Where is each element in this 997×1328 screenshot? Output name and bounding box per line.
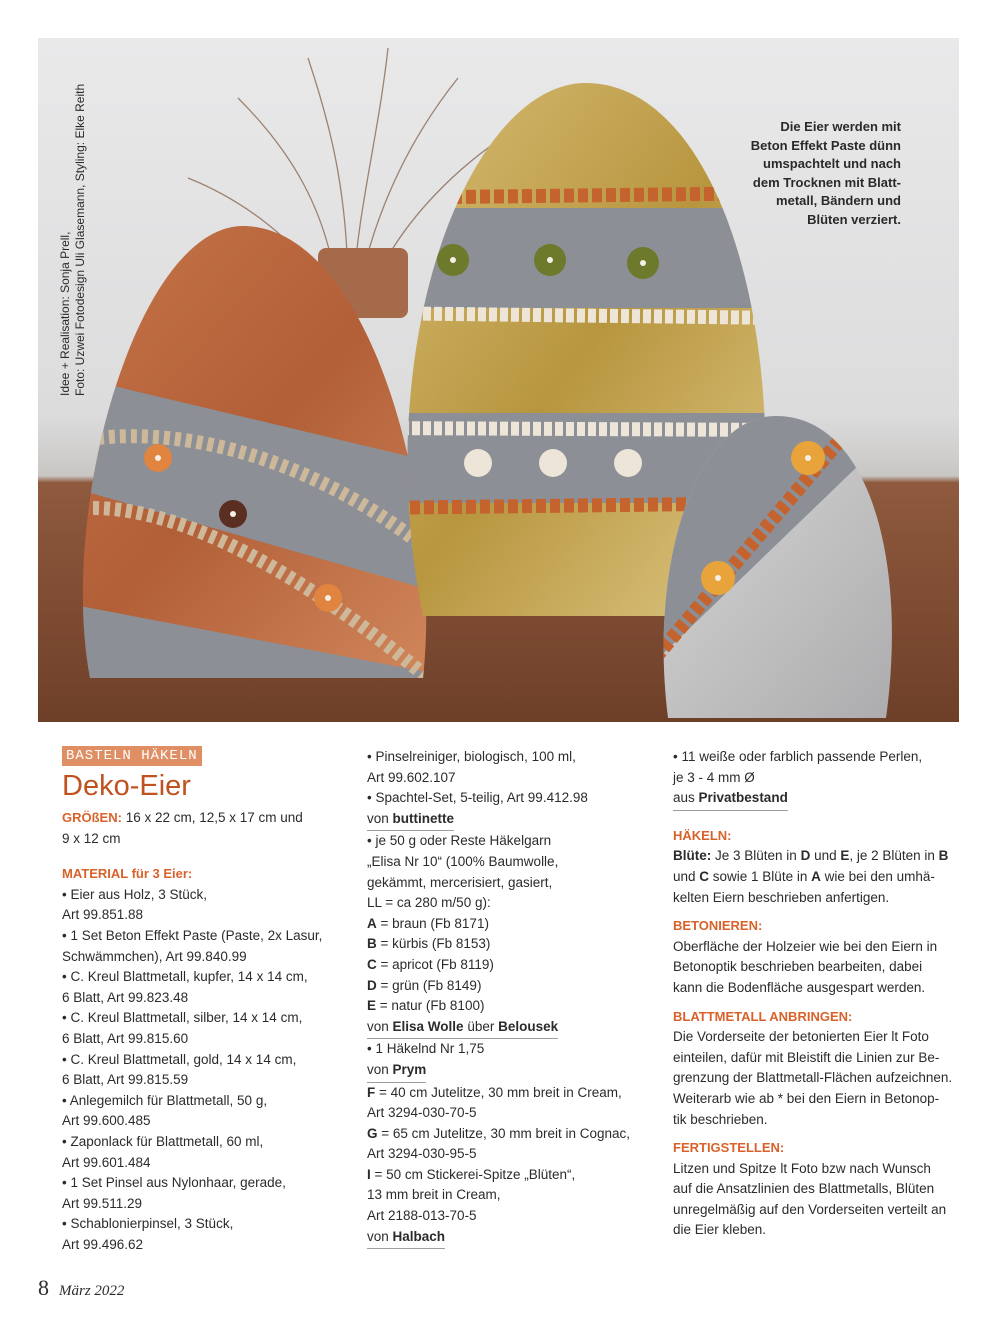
trim-text: Art 3294-030-70-5 [367, 1105, 477, 1121]
material-heading: MATERIAL für 3 Eier: [62, 866, 193, 882]
text-run: sowie 1 Blüte in [709, 868, 812, 884]
list-item: Art 99.496.62 [62, 1236, 144, 1252]
list-item: • Schablonierpinsel, 3 Stück, [62, 1216, 234, 1232]
bluete-line-3: kelten Eiern beschrieben anfertigen. [673, 889, 890, 905]
list-item: Art 99.601.484 [62, 1154, 151, 1170]
trim-letter: F [367, 1084, 376, 1100]
color-letter: B [367, 936, 377, 952]
caption-line: metall, Bändern und [776, 193, 901, 208]
color-letter: C [699, 868, 710, 884]
supplier-name: Halbach [392, 1228, 446, 1244]
column-2 [367, 747, 652, 1249]
paragraph-line: Weiterarb wie ab * bei den Eiern in Betonop- [673, 1090, 940, 1106]
page-title: Deko-Eier [62, 770, 191, 802]
color-letter: A [367, 915, 377, 931]
supplier-connector: über [463, 1018, 499, 1034]
bluete-line-2 [673, 867, 968, 888]
credit-line-1: Idee + Realisation: Sonja Prell, [58, 231, 72, 396]
bluete-line-1 [673, 846, 968, 867]
sizes-value: 16 x 22 cm, 12,5 x 17 cm und [121, 810, 303, 825]
list-item: 6 Blatt, Art 99.823.48 [62, 989, 189, 1005]
paragraph-line: grenzung der Blattmetall-Flächen aufzeichnen. [673, 1070, 953, 1086]
color-item [367, 976, 652, 997]
section-heading-betonieren: BETONIEREN: [673, 918, 763, 934]
caption-line: dem Trocknen mit Blatt- [752, 174, 901, 190]
color-letter: B [938, 848, 949, 864]
color-text: = apricot (Fb 8119) [376, 956, 494, 972]
list-item: • Zaponlack für Blattmetall, 60 ml, [62, 1133, 264, 1149]
list-item: Art 99.602.107 [367, 769, 456, 785]
list-item: Schwämmchen), Art 99.840.99 [62, 948, 247, 964]
paragraph-line: Betonoptik beschrieben bearbeiten, dabei [673, 959, 923, 975]
list-item: je 3 - 4 mm Ø [673, 769, 755, 785]
color-item [367, 914, 652, 935]
color-letter: C [367, 956, 377, 972]
color-letter: E [840, 848, 850, 864]
color-letter: D [367, 977, 377, 993]
text-run: , je 2 Blüten in [849, 848, 939, 864]
list-item: • 11 weiße oder farblich passende Perlen, [673, 749, 923, 764]
bluete-label: Blüte: [673, 848, 712, 864]
page-footer [38, 1275, 124, 1301]
text-run: und [810, 848, 841, 864]
text-run: und [673, 868, 700, 884]
list-item: 6 Blatt, Art 99.815.59 [62, 1072, 189, 1088]
color-text: = braun (Fb 8171) [376, 915, 489, 931]
color-text: = kürbis (Fb 8153) [376, 936, 491, 952]
list-item: • Pinselreiniger, biologisch, 100 ml, [367, 749, 576, 764]
page-number: 8 [38, 1275, 49, 1300]
list-item: „Elisa Nr 10“ (100% Baumwolle, [367, 853, 559, 869]
list-item: • je 50 g oder Reste Häkelgarn [367, 833, 552, 849]
supplier-prefix: von [367, 1228, 393, 1244]
paragraph-line: Litzen und Spitze lt Foto bzw nach Wunsch [673, 1160, 931, 1176]
trim-text: Art 2188-013-70-5 [367, 1208, 477, 1224]
section-heading-haekeln: HÄKELN: [673, 827, 732, 843]
trim-text: Art 3294-030-95-5 [367, 1146, 477, 1162]
caption-line: Blüten verziert. [807, 211, 901, 227]
supplier-name: Prym [392, 1061, 427, 1077]
list-item: • C. Kreul Blattmetall, kupfer, 14 x 14 cm, [62, 969, 308, 985]
list-item: gekämmt, mercerisiert, gasiert, [367, 874, 553, 890]
trim-item [367, 1165, 652, 1186]
list-item: • C. Kreul Blattmetall, gold, 14 x 14 cm, [62, 1051, 297, 1067]
list-item: • 1 Set Beton Effekt Paste (Paste, 2x Lasur, [62, 927, 323, 943]
color-letter: D [800, 848, 811, 864]
supplier-name: Belousek [498, 1018, 559, 1034]
trim-text: 13 mm breit in Cream, [367, 1187, 501, 1203]
sizes-label: GRÖßEN: [62, 810, 122, 825]
list-item: • Anlegemilch für Blattmetall, 50 g, [62, 1092, 268, 1108]
column-1 [62, 745, 337, 1255]
paragraph-line: unregelmäßig auf den Vorderseiten verteilt an [673, 1201, 947, 1217]
trim-text: = 40 cm Jutelitze, 30 mm breit in Cream, [375, 1084, 622, 1100]
list-item: • 1 Häkelnd Nr 1,75 [367, 1041, 485, 1057]
supplier-prefix: von [367, 1018, 393, 1034]
color-letter: E [367, 998, 377, 1014]
supplier-line [673, 788, 788, 811]
trim-text: = 50 cm Stickerei-Spitze „Blüten“, [370, 1166, 576, 1182]
trim-text: = 65 cm Jutelitze, 30 mm breit in Cognac, [377, 1125, 631, 1141]
category-tag: BASTELN HÄKELN [62, 746, 202, 766]
text-run: Je 3 Blüten in [711, 848, 801, 864]
sizes-line [62, 808, 337, 829]
paragraph-line: kann die Bodenfläche ausgespart werden. [673, 979, 926, 995]
paragraph-line: Oberfläche der Holzeier wie bei den Eiern in [673, 938, 938, 954]
list-item: Art 99.600.485 [62, 1113, 151, 1129]
list-item: Art 99.851.88 [62, 907, 144, 923]
caption-line: umspachtelt und nach [763, 156, 901, 171]
section-heading-blattmetall: BLATTMETALL ANBRINGEN: [673, 1008, 853, 1024]
paragraph-line: auf die Ansatzlinien des Blattmetalls, Blüten [673, 1181, 935, 1197]
supplier-name: Privatbestand [698, 790, 788, 806]
trim-letter: G [367, 1125, 378, 1141]
header-photo [38, 38, 959, 722]
supplier-line [367, 1060, 426, 1083]
caption-line: Die Eier werden mit [780, 119, 901, 134]
color-item [367, 996, 652, 1017]
trim-letter: I [367, 1166, 371, 1182]
photo-caption [726, 118, 901, 229]
list-item: 6 Blatt, Art 99.815.60 [62, 1030, 189, 1046]
credit-line-2: Foto: Uzwei Fotodesign Uli Glasemann, Styling: Elke Reith [73, 83, 87, 396]
column-3 [673, 747, 968, 1241]
list-item: LL = ca 280 m/50 g): [367, 895, 491, 911]
supplier-prefix: von [367, 1061, 393, 1077]
supplier-line [367, 1227, 445, 1250]
photo-credit [58, 56, 104, 396]
paragraph-line: Die Vorderseite der betonierten Eier lt Foto [673, 1029, 929, 1045]
issue-date: März 2022 [59, 1283, 125, 1299]
trim-item [367, 1124, 652, 1145]
supplier-line [367, 809, 454, 832]
paragraph-line: tik beschrieben. [673, 1111, 768, 1127]
list-item: • Spachtel-Set, 5-teilig, Art 99.412.98 [367, 790, 588, 806]
list-item: • 1 Set Pinsel aus Nylonhaar, gerade, [62, 1175, 286, 1191]
supplier-name: buttinette [392, 810, 455, 826]
color-text: = natur (Fb 8100) [376, 998, 485, 1014]
color-letter: A [811, 868, 821, 884]
text-run: wie bei den umhä- [820, 868, 935, 884]
list-item: • Eier aus Holz, 3 Stück, [62, 886, 208, 902]
color-item [367, 955, 652, 976]
caption-line: Beton Effekt Paste dünn [750, 137, 901, 153]
sizes-value-2: 9 x 12 cm [62, 830, 121, 846]
trim-item [367, 1083, 652, 1104]
color-item [367, 934, 652, 955]
supplier-prefix: aus [673, 790, 699, 806]
paragraph-line: die Eier kleben. [673, 1222, 767, 1238]
list-item: • C. Kreul Blattmetall, silber, 14 x 14 cm, [62, 1010, 303, 1026]
supplier-line [367, 1017, 558, 1040]
list-item: Art 99.511.29 [62, 1195, 143, 1211]
supplier-name: Elisa Wolle [392, 1018, 464, 1034]
supplier-prefix: von [367, 810, 393, 826]
section-heading-fertigstellen: FERTIGSTELLEN: [673, 1140, 785, 1156]
paragraph-line: einteilen, dafür mit Bleistift die Linien zur Be- [673, 1049, 940, 1065]
color-text: = grün (Fb 8149) [376, 977, 482, 993]
material-list [62, 885, 337, 1256]
